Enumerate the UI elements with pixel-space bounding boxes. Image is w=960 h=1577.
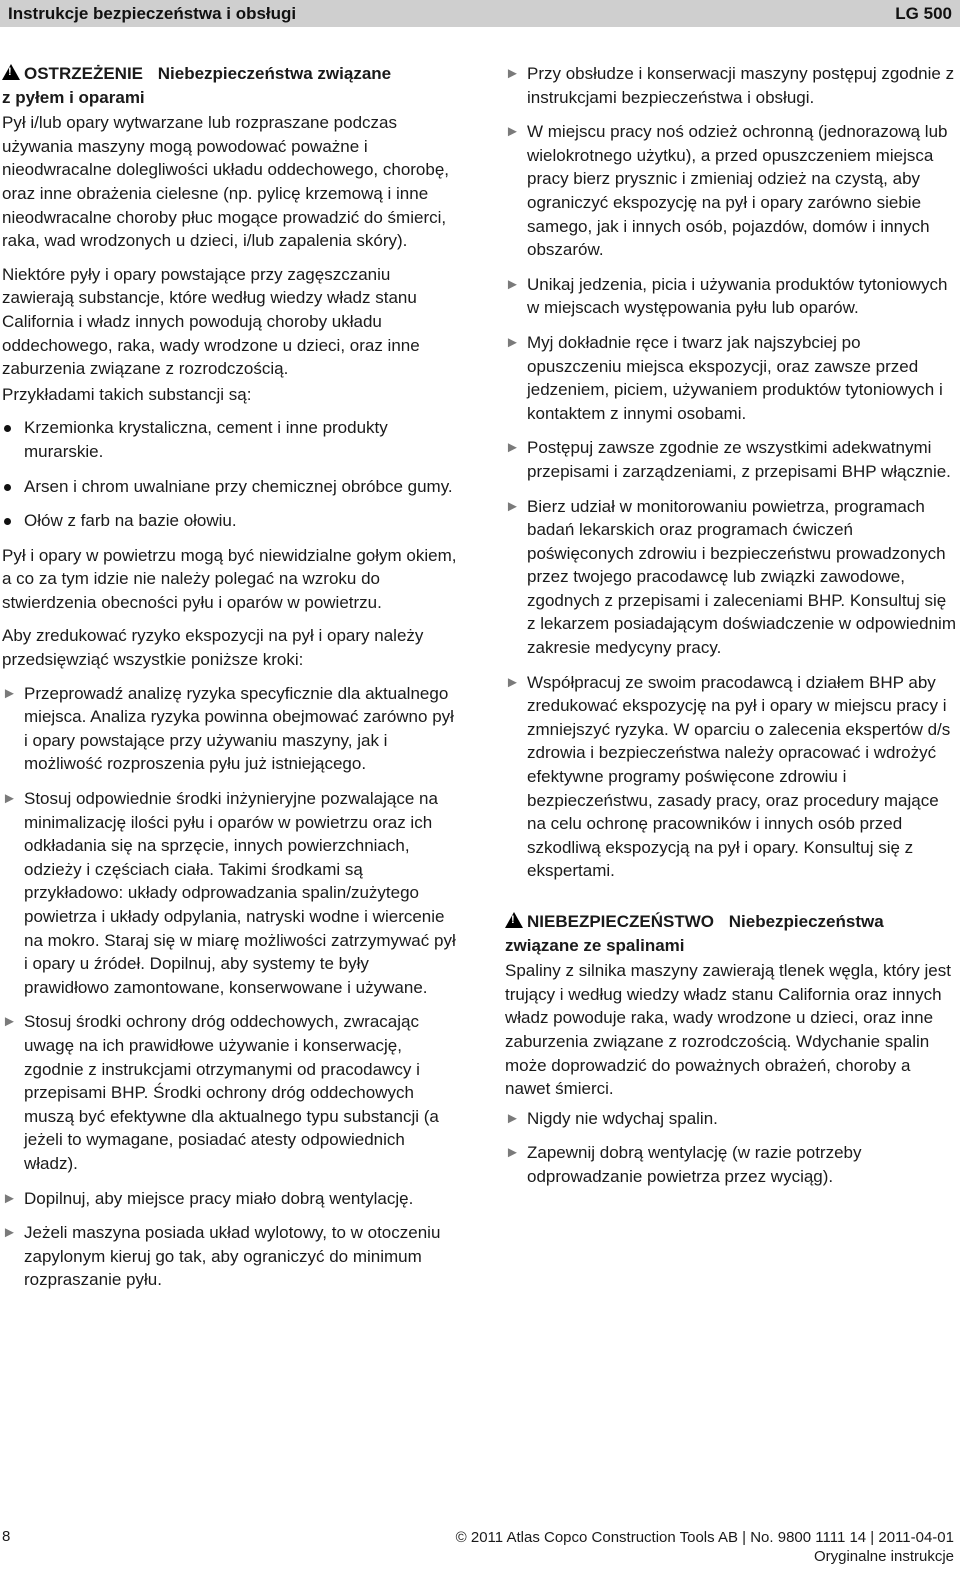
arrow-right-icon: ► (505, 275, 520, 293)
arrow-right-icon: ► (505, 123, 520, 141)
list-item: ► Zapewnij dobrą wentylację (w razie potrzeby odprowadzanie powietrza przez wyciąg). (505, 1143, 862, 1186)
bullet-dot-icon (4, 425, 11, 432)
warning-title-part1: Niebezpieczeństwa związane (157, 64, 392, 83)
arrow-right-icon: ► (2, 1224, 17, 1242)
list-item: Arsen i chrom uwalniane przy chemicznej obróbce gumy. (2, 475, 457, 499)
arrow-right-icon: ► (505, 439, 520, 457)
warning-signal-word: OSTRZEŻENIE (24, 64, 144, 83)
warning-heading (2, 62, 457, 109)
list-item: ► Jeżeli maszyna posiada układ wylotowy, to w otoczeniu zapylonym kieruj go tak, aby ograniczyć do minimum rozpraszanie pyłu. (2, 1223, 441, 1290)
arrow-right-icon: ► (505, 1144, 520, 1162)
bullet-dot-icon (4, 484, 11, 491)
footer-note: Oryginalne instrukcje (813, 1548, 954, 1565)
danger-paragraph-1: Spaliny z silnika maszyny zawierają tlenek węgla, który jest trujący i według wiedzy władz stanu California oraz innych władz powoduje raka, wady wrodzone u dzieci, oraz inne zaburzenia związane z rozrodczością. Wdychanie spalin może doprowadzić do poważnych obrażeń, choroby a nawet śmierci. (505, 961, 951, 1099)
arrow-right-icon: ► (2, 1013, 17, 1031)
header-model: LG 500 (895, 3, 952, 23)
list-item: Krzemionka krystaliczna, cement i inne produkty murarskie. (2, 416, 457, 463)
arrow-right-icon: ► (505, 497, 520, 515)
page-footer (456, 1528, 954, 1566)
warning-title-part2: z pyłem i oparami (2, 87, 145, 107)
arrow-right-icon: ► (2, 790, 17, 808)
page-header (0, 0, 960, 27)
substances-list (2, 416, 457, 532)
footer-copyright: © 2011 Atlas Copco Construction Tools AB | No. 9800 1111 14 | 2011-04-01 (455, 1529, 954, 1546)
header-title: Instrukcje bezpieczeństwa i obsługi (8, 3, 297, 23)
list-item: ► Bierz udział w monitorowaniu powietrza, programach badań lekarskich oraz programach ćwiczeń poświęconych zdrowiu i bezpieczeństwu prowadzonych przez twojego pracodawcę lub związki zawodowe, zgodnych z przepisami i zaleceniami BHP. Konsultuj się z lekarzem posiadającym doświadczenie w odpowiednim zakresie medycyny pracy. (505, 496, 956, 658)
danger-steps-list (505, 1107, 957, 1189)
arrow-right-icon: ► (505, 1109, 520, 1127)
list-item: ► Stosuj środki ochrony dróg oddechowych, zwracając uwagę na ich prawidłowe używanie i konserwację, zgodnie z instrukcjami otrzymanymi od pracodawcy i przepisami BHP. Środki ochrony dróg oddechowych muszą być efektywne dla aktualnego typu substancji (a jeżeli to wymagane, posiadać atesty odpowiednich władz). (2, 1012, 439, 1173)
list-item: ► Współpracuj ze swoim pracodawcą i działem BHP aby zredukować ekspozycję na pył i opary w miejscu pracy i zmniejszyć ryzyka. W oparciu o zalecenia ekspertów d/s zdrowia i bezpieczeństwa należy opracować i wdrożyć efektywne programy poświęcone zdrowiu i bezpieczeństwu, zasady pracy, oraz procedury mające na celu ochronę pracowników i innych osób przed szkodliwą ekspozycją na pył i opary. Konsultuj się z ekspertami. (505, 672, 951, 881)
danger-title-part1: Niebezpieczeństwa (728, 912, 884, 931)
right-column (505, 62, 957, 1200)
list-item: Ołów z farb na bazie ołowiu. (2, 509, 457, 533)
list-item: ► Przy obsłudze i konserwacji maszyny postępuj zgodnie z instrukcjami bezpieczeństwa i obsługi. (505, 64, 955, 107)
warning-paragraph-5: Aby zredukować ryzyko ekspozycji na pył i opary należy przedsięwziąć wszystkie poniższe kroki: (2, 626, 424, 670)
list-item: ► Stosuj odpowiednie środki inżynieryjne pozwalające na minimalizację ilości pyłu i oparów w powietrzu oraz ich odkładania się na sprzęcie, innych powierzchniach, odzieży i częściach ciała. Takimi środkami są przykładowo: układy odprowadzania spalin/zużytego powietrza i układy odpylania, natryski wodne i wiercenie na mokro. Staraj się w miarę możliwości zatrzymywać pył i opary u źródeł. Dopilnuj, aby systemy te były prawidłowo zamontowane, konserwowane i używane. (2, 789, 456, 997)
warning-paragraph-4: Pył i opary w powietrzu mogą być niewidzialne gołym okiem, a co za tym idzie nie należy polegać na wzroku do stwierdzenia obecności pyłu i oparów w powietrzu. (2, 545, 457, 612)
danger-title-part2: związane ze spalinami (505, 935, 685, 955)
danger-heading (505, 910, 957, 957)
steps-list-left (2, 682, 457, 1292)
danger-signal-word: NIEBEZPIECZEŃSTWO (527, 912, 715, 931)
arrow-right-icon: ► (2, 684, 17, 702)
arrow-right-icon: ► (505, 333, 520, 351)
warning-triangle-icon (2, 64, 20, 80)
steps-list-right (505, 62, 957, 883)
page-number: 8 (2, 1528, 11, 1545)
list-item: ► Przeprowadź analizę ryzyka specyficznie dla aktualnego miejsca. Analiza ryzyka powinna obejmować zarówno pył i opary powstające przy używaniu maszyny, jak i możliwość rozproszenia pyłu już istniejącego. (2, 683, 454, 774)
list-item: ► Postępuj zawsze zgodnie ze wszystkimi adekwatnymi przepisami i zarządzeniami, z przepisami BHP włącznie. (505, 438, 951, 481)
list-item: ► Nigdy nie wdychaj spalin. (505, 1107, 957, 1131)
list-item: ► Myj dokładnie ręce i twarz jak najszybciej po opuszczeniu miejsca ekspozycji, oraz zawsze przed jedzeniem, piciem, używaniem produktów tytoniowych i kontaktem z innymi osobami. (505, 332, 943, 423)
arrow-right-icon: ► (505, 65, 520, 82)
warning-paragraph-1: Pył i/lub opary wytwarzane lub rozpraszane podczas używania maszyny mogą powodować poważne i nieodwracalne dolegliwości układu oddechowego, chorobę, oraz inne obrażenia cielesne (np. pylicę krzemową i inne nieodwracalne choroby płuc mogące prowadzić do śmierci, raka, wad wrodzonych u dzieci, i/lub zapalenia skóry). (2, 113, 450, 251)
warning-paragraph-3: Przykładami takich substancji są: (2, 384, 252, 404)
left-column (2, 62, 457, 1303)
warning-paragraph-2: Niektóre pyły i opary powstające przy zagęszczaniu zawierają substancje, które według wiedzy władz stanu California i władz innych powodują choroby układu oddechowego, raka, wady wrodzone u dzieci, oraz inne zaburzenia związane z rozrodczością. (2, 264, 420, 379)
warning-triangle-icon (505, 912, 523, 928)
bullet-dot-icon (4, 518, 11, 525)
list-item: ► Dopilnuj, aby miejsce pracy miało dobrą wentylację. (2, 1187, 457, 1211)
list-item: ► W miejscu pracy noś odzież ochronną (jednorazową lub wielokrotnego użytku), a przed opuszczeniem miejsca pracy bierz prysznic i zmieniaj odzież na czystą, aby ograniczyć ekspozycję na pył i opary zarówno siebie samego, jak i innych osób, pojazdów, domów i innych obszarów. (505, 122, 948, 260)
arrow-right-icon: ► (505, 673, 520, 691)
arrow-right-icon: ► (2, 1189, 17, 1207)
list-item: ► Unikaj jedzenia, picia i używania produktów tytoniowych w miejscach występowania pyłu lub oparów. (505, 274, 948, 318)
